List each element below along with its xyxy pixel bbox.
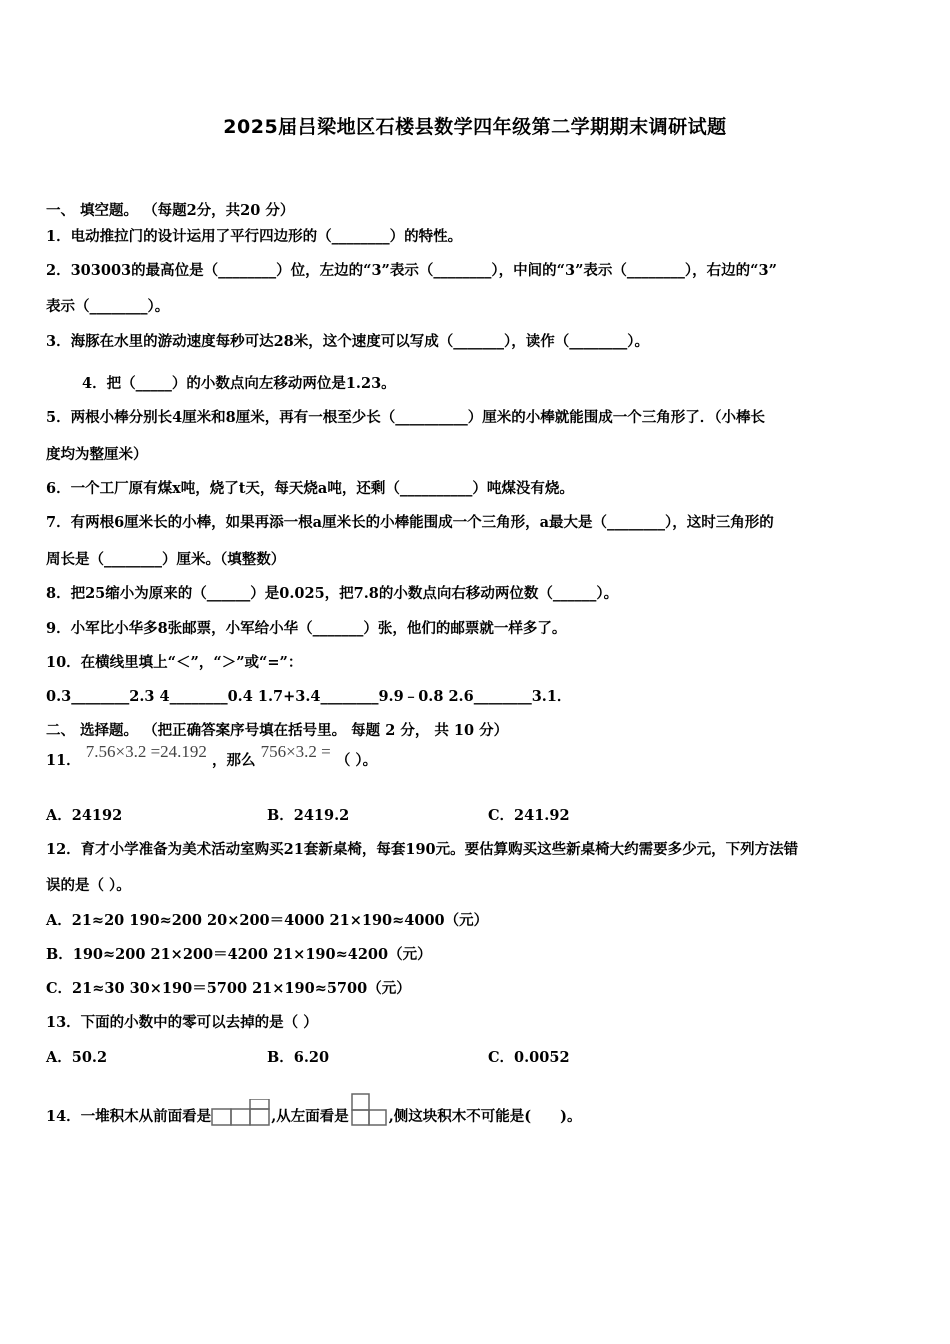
q13-option-a: A．50.2 bbox=[46, 1049, 108, 1066]
section2-header: 二、 选择题。 （把正确答案序号填在括号里。 每题 2 分， 共 10 分） bbox=[46, 722, 509, 739]
q14-part1: 14．一堆积木从前面看是 bbox=[46, 1108, 212, 1125]
q11-equation-1: 7.56×3.2 =24.192 bbox=[85, 742, 207, 761]
page-title: 2025届吕梁地区石楼县数学四年级第二学期期末调研试题 bbox=[223, 116, 727, 138]
q11-number: 11． bbox=[46, 752, 81, 769]
q14-part3: ,侧这块积木不可能是( )。 bbox=[388, 1108, 582, 1125]
left-view-blocks-icon bbox=[349, 1093, 389, 1127]
q12-option-c: C．21≈30 30×190＝5700 21×190≈5700（元） bbox=[46, 980, 411, 997]
q12-option-b: B．190≈200 21×200＝4200 21×190≈4200（元） bbox=[46, 946, 432, 963]
question-3: 3．海豚在水里的游动速度每秒可达28米，这个速度可以写成（_______），读作（________）。 bbox=[46, 333, 650, 350]
question-12-line1: 12．育才小学准备为美术活动室购买21套新桌椅，每套190元。要估算购买这些新桌椅大约需要多少元，下列方法错 bbox=[46, 841, 799, 858]
question-7-line1: 7．有两根6厘米长的小棒，如果再添一根a厘米长的小棒能围成一个三角形，a最大是（________），这时三角形的 bbox=[46, 514, 774, 531]
q13-option-b: B．6.20 bbox=[267, 1049, 330, 1066]
q11-equation-2: 756×3.2 = bbox=[260, 742, 331, 761]
question-2-line2: 表示（________）。 bbox=[46, 298, 170, 315]
question-14 bbox=[46, 1093, 582, 1127]
q13-option-c: C．0.0052 bbox=[488, 1049, 570, 1066]
question-1: 1．电动推拉门的设计运用了平行四边形的（________）的特性。 bbox=[46, 228, 463, 245]
question-10: 10．在横线里填上“＜”，“＞”或“=”： bbox=[46, 654, 303, 671]
question-10-blanks: 0.3________2.3 4________0.4 1.7+3.4________9.9﹣0.8 2.6________3.1． bbox=[46, 688, 572, 705]
question-13: 13．下面的小数中的零可以去掉的是（ ） bbox=[46, 1014, 318, 1031]
q11-option-b: B．2419.2 bbox=[267, 807, 350, 824]
question-5-line1: 5．两根小棒分别长4厘米和8厘米，再有一根至少长（__________）厘米的小棒就能围成一个三角形了．（小棒长 bbox=[46, 409, 766, 426]
q11-end: （ ）。 bbox=[335, 752, 378, 769]
q12-option-a: A．21≈20 190≈200 20×200＝4000 21×190≈4000（元） bbox=[46, 912, 489, 929]
question-9: 9．小军比小华多8张邮票，小军给小华（_______）张，他们的邮票就一样多了。 bbox=[46, 620, 567, 637]
q11-then: ，那么 bbox=[212, 752, 256, 769]
q11-option-c: C．241.92 bbox=[488, 807, 570, 824]
q14-part2: ,从左面看是 bbox=[271, 1108, 349, 1125]
question-5-line2: 度均为整厘米） bbox=[46, 446, 148, 463]
question-7-line2: 周长是（________）厘米。（填整数） bbox=[46, 551, 286, 568]
question-8: 8．把25缩小为原来的（______）是0.025，把7.8的小数点向右移动两位数（______）。 bbox=[46, 585, 619, 602]
front-view-blocks-icon bbox=[211, 1099, 271, 1127]
q11-option-a: A．24192 bbox=[46, 807, 123, 824]
question-6: 6．一个工厂原有煤x吨，烧了t天，每天烧a吨，还剩（__________）吨煤没有烧。 bbox=[46, 480, 574, 497]
question-12-line2: 误的是（ ）。 bbox=[46, 877, 131, 894]
question-2-line1: 2．303003的最高位是（________）位，左边的“3”表示（________），中间的“3”表示（________），右边的“3” bbox=[46, 262, 777, 279]
question-4: 4．把（_____）的小数点向左移动两位是1.23。 bbox=[82, 375, 396, 392]
question-11 bbox=[46, 742, 378, 771]
section1-header: 一、 填空题。 （每题2分，共20 分） bbox=[46, 202, 295, 219]
